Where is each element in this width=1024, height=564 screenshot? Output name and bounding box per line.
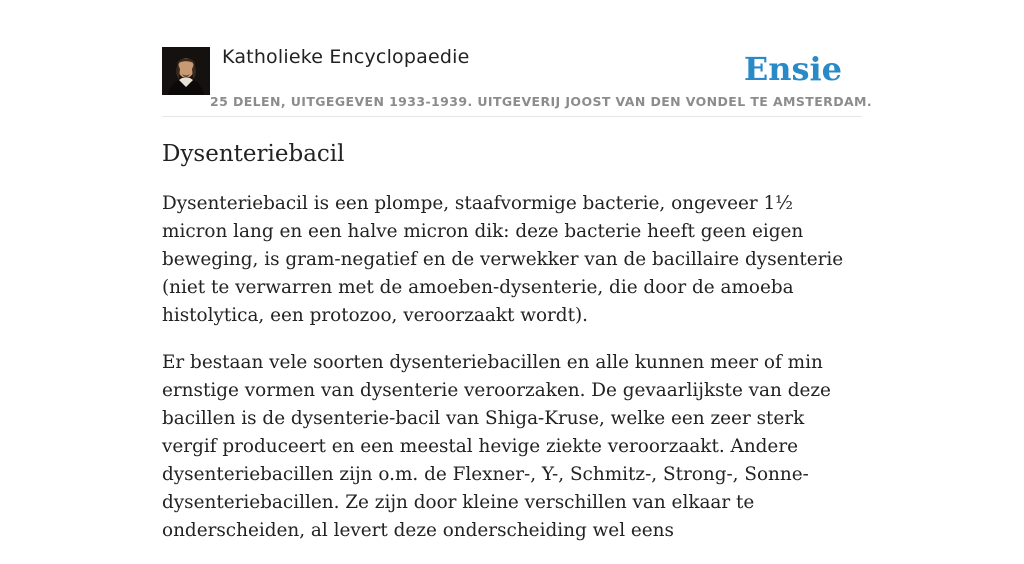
article-paragraph: Dysenteriebacil is een plompe, staafvormige bacterie, ongeveer 1½ micron lang en een halve micron dik: deze bacterie heeft geen eigen beweging, is gram-negatief en de verwekker van de bacillaire dysenterie (niet te verwarren met de amoeben-dysenterie, die door de amoeba histolytica, een protozoo, veroorzaakt wordt).	[162, 193, 844, 326]
portrait-icon	[162, 47, 210, 95]
article-title: Dysenteriebacil	[162, 141, 345, 167]
article-content	[162, 138, 862, 564]
article-paragraph: Er bestaan vele soorten dysenteriebacillen en alle kunnen meer of min ernstige vormen van dysenterie veroorzaken. De gevaarlijkste van deze bacillen is de dysenterie-bacil van Shiga-Kruse, welke een zeer sterk vergif produceert en een meestal hevige ziekte veroorzaakt. Andere dysenteriebacillen zijn o.m. de Flexner-, Y-, Schmitz-, Strong-, Sonne-dysenteriebacillen. Ze zijn door kleine verschillen van elkaar te onderscheiden, al levert deze onderscheiding wel eens	[162, 352, 831, 541]
source-header	[162, 44, 873, 117]
source-subtitle: 25 DELEN, UITGEGEVEN 1933-1939. UITGEVERIJ JOOST VAN DEN VONDEL TE AMSTERDAM.	[210, 94, 873, 109]
brand-logo[interactable]: Ensie	[743, 50, 842, 88]
source-title[interactable]: Katholieke Encyclopaedie	[222, 46, 470, 68]
source-avatar[interactable]	[162, 47, 210, 95]
